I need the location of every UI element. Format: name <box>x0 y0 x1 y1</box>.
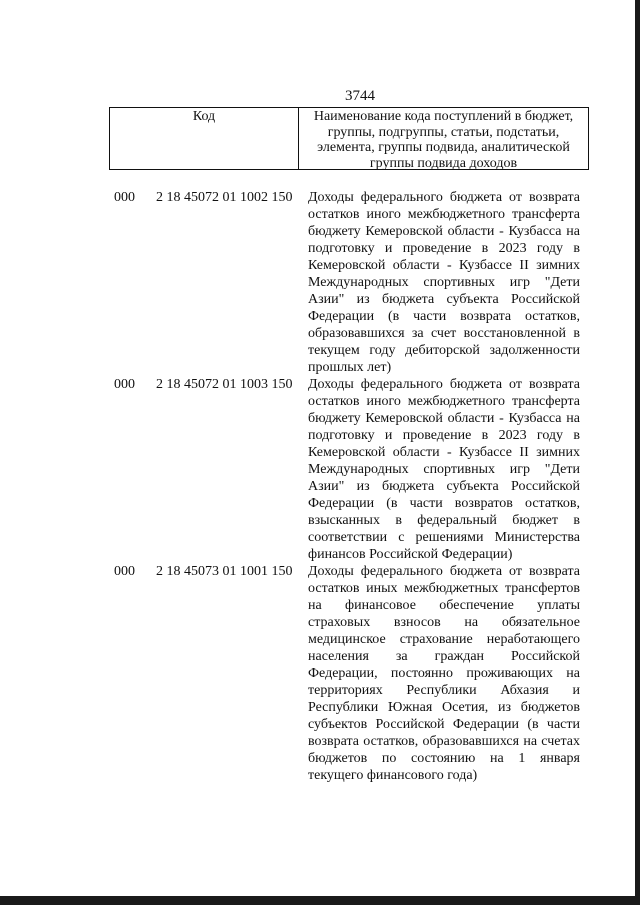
row-budget-code: 2 18 45073 01 1001 150 <box>156 564 293 579</box>
header-name-column: Наименование кода поступлений в бюджет, группы, подгруппы, статьи, подстатьи, элемента, группы подвида, аналитической группы подвида доходов <box>313 109 574 171</box>
row-description: Доходы федерального бюджета от возврата остатков иного межбюджетного трансферта бюджету Кемеровской области - Кузбасса на подготовку и проведение в 2023 году в Кемеровской области - Кузбассе II зимних Международных спортивных игр "Дети Азии" из бюджета субъекта Российской Федерации (в части возврата остатков, образовавшихся за счет восстановленной в текущем году дебиторской задолженности прошлых лет) <box>308 190 580 375</box>
scan-edge-bottom <box>0 896 640 905</box>
row-budget-code: 2 18 45072 01 1003 150 <box>156 377 293 392</box>
row-description: Доходы федерального бюджета от возврата остатков иных межбюджетных трансфертов на финансовое обеспечение уплаты страховых взносов на обязательное медицинское страхование неработающего населения за граждан Российской Федерации, постоянно проживающих на территориях Республики Абхазия и Республики Южная Осетия, из бюджетов субъектов Российской Федерации (в части возврата остатков, образовавшихся на счетах бюджетов по состоянию на 1 января текущего финансового года) <box>308 564 580 783</box>
row-description: Доходы федерального бюджета от возврата остатков иного межбюджетного трансферта бюджету Кемеровской области - Кузбасса на подготовку и проведение в 2023 году в Кемеровской области - Кузбассе II зимних Международных спортивных игр "Дети Азии" из бюджета субъекта Российской Федерации (в части возвратов остатков, взысканных в федеральный бюджет в соответствии с решениями Министерства финансов Российской Федерации) <box>308 377 580 562</box>
row-admin-code: 000 <box>114 564 135 579</box>
table-body <box>0 189 640 784</box>
row-admin-code: 000 <box>114 377 135 392</box>
header-code-column: Код <box>110 108 299 169</box>
page-number: 3744 <box>345 88 375 104</box>
row-budget-code: 2 18 45072 01 1002 150 <box>156 190 293 205</box>
table-row <box>0 376 640 563</box>
table-row <box>0 563 640 784</box>
table-header <box>109 107 589 170</box>
table-row <box>0 189 640 376</box>
row-admin-code: 000 <box>114 190 135 205</box>
